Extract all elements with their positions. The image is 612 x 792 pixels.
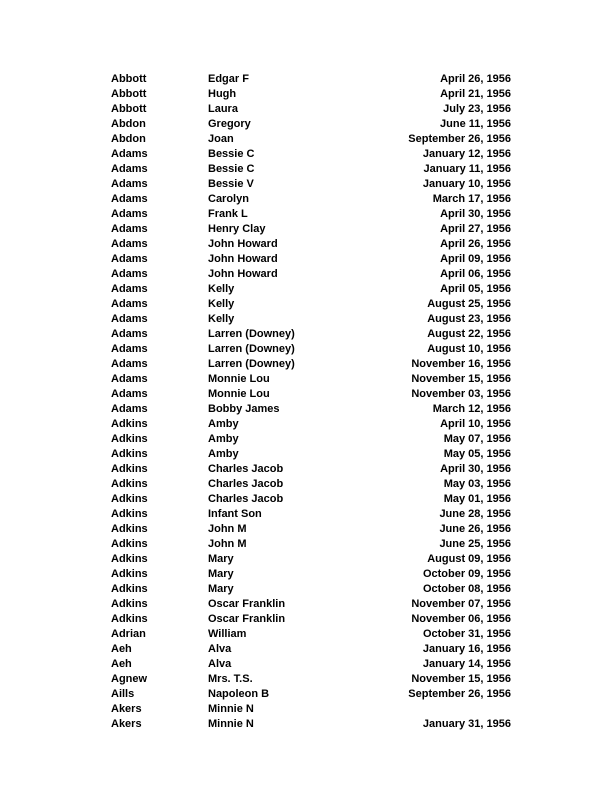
record-row <box>111 102 511 117</box>
record-date: June 11, 1956 <box>440 118 511 130</box>
record-row <box>111 702 511 717</box>
record-last-name: Aeh <box>111 643 132 655</box>
record-date: May 05, 1956 <box>443 448 511 460</box>
record-first-name: Kelly <box>208 313 235 325</box>
record-last-name: Adams <box>111 373 148 385</box>
record-first-name: Larren (Downey) <box>208 358 295 370</box>
record-first-name: Charles Jacob <box>208 463 284 475</box>
record-first-name: John M <box>208 538 247 550</box>
record-first-name: Amby <box>208 418 239 430</box>
record-date: May 01, 1956 <box>443 493 511 505</box>
record-row <box>111 147 511 162</box>
record-row <box>111 717 511 732</box>
record-last-name: Adams <box>111 328 148 340</box>
record-row <box>111 657 511 672</box>
record-row <box>111 267 511 282</box>
record-date: January 16, 1956 <box>422 643 511 655</box>
record-first-name: Oscar Franklin <box>208 613 286 625</box>
record-last-name: Adams <box>111 193 148 205</box>
record-last-name: Adams <box>111 283 148 295</box>
record-date: April 30, 1956 <box>440 208 511 220</box>
record-first-name: Amby <box>208 448 239 460</box>
record-last-name: Adkins <box>111 418 148 430</box>
record-first-name: Amby <box>208 433 239 445</box>
record-last-name: Agnew <box>111 673 148 685</box>
record-last-name: Akers <box>111 718 142 730</box>
record-date: April 26, 1956 <box>440 238 511 250</box>
record-first-name: Monnie Lou <box>208 373 270 385</box>
record-date: August 10, 1956 <box>427 343 511 355</box>
record-date: April 30, 1956 <box>440 463 511 475</box>
record-date: November 15, 1956 <box>411 373 511 385</box>
record-row <box>111 192 511 207</box>
record-last-name: Adkins <box>111 598 148 610</box>
record-last-name: Adkins <box>111 583 148 595</box>
record-first-name: Bessie V <box>208 178 254 190</box>
record-date: January 10, 1956 <box>422 178 511 190</box>
record-last-name: Adams <box>111 253 148 265</box>
record-first-name: Oscar Franklin <box>208 598 286 610</box>
record-row <box>111 237 511 252</box>
record-date: September 26, 1956 <box>408 133 511 145</box>
record-date: April 26, 1956 <box>440 73 511 85</box>
record-date: March 12, 1956 <box>432 403 511 415</box>
record-first-name: Mary <box>208 553 234 565</box>
record-row <box>111 552 511 567</box>
record-last-name: Adkins <box>111 433 148 445</box>
record-first-name: Laura <box>208 103 238 115</box>
record-first-name: Minnie N <box>208 718 254 730</box>
record-first-name: Frank L <box>208 208 248 220</box>
record-first-name: John Howard <box>208 268 278 280</box>
record-last-name: Adkins <box>111 493 148 505</box>
record-date: June 26, 1956 <box>439 523 511 535</box>
record-last-name: Adkins <box>111 538 148 550</box>
record-last-name: Adams <box>111 388 148 400</box>
record-last-name: Abbott <box>111 88 147 100</box>
record-row <box>111 432 511 447</box>
record-first-name: Charles Jacob <box>208 478 284 490</box>
record-row <box>111 582 511 597</box>
record-first-name: Bessie C <box>208 163 255 175</box>
record-date: October 09, 1956 <box>422 568 511 580</box>
record-last-name: Adams <box>111 148 148 160</box>
record-row <box>111 687 511 702</box>
record-row <box>111 447 511 462</box>
record-first-name: Larren (Downey) <box>208 328 295 340</box>
record-last-name: Adkins <box>111 463 148 475</box>
record-date: August 09, 1956 <box>427 553 511 565</box>
record-last-name: Adams <box>111 238 148 250</box>
record-date: August 25, 1956 <box>427 298 511 310</box>
record-row <box>111 387 511 402</box>
record-last-name: Abdon <box>111 118 146 130</box>
record-first-name: Mrs. T.S. <box>208 673 253 685</box>
record-date: November 16, 1956 <box>411 358 511 370</box>
record-last-name: Adams <box>111 223 148 235</box>
record-last-name: Abdon <box>111 133 146 145</box>
record-last-name: Adams <box>111 268 148 280</box>
record-first-name: Bobby James <box>208 403 280 415</box>
record-last-name: Adkins <box>111 523 148 535</box>
record-last-name: Abbott <box>111 73 147 85</box>
record-first-name: Bessie C <box>208 148 255 160</box>
record-date: January 14, 1956 <box>422 658 511 670</box>
record-row <box>111 507 511 522</box>
record-row <box>111 357 511 372</box>
record-date: April 10, 1956 <box>440 418 511 430</box>
record-row <box>111 282 511 297</box>
record-last-name: Adkins <box>111 508 148 520</box>
record-date: April 09, 1956 <box>440 253 511 265</box>
record-date: August 23, 1956 <box>427 313 511 325</box>
record-first-name: Hugh <box>208 88 237 100</box>
record-row <box>111 117 511 132</box>
record-date: January 11, 1956 <box>423 163 511 175</box>
record-last-name: Adams <box>111 208 148 220</box>
record-last-name: Aills <box>111 688 135 700</box>
record-date: April 06, 1956 <box>440 268 511 280</box>
record-last-name: Adkins <box>111 478 148 490</box>
record-last-name: Adams <box>111 403 148 415</box>
record-first-name: Mary <box>208 583 234 595</box>
record-row <box>111 162 511 177</box>
record-row <box>111 612 511 627</box>
record-row <box>111 297 511 312</box>
record-row <box>111 462 511 477</box>
record-date: June 25, 1956 <box>439 538 511 550</box>
record-date: March 17, 1956 <box>432 193 511 205</box>
record-last-name: Adkins <box>111 613 148 625</box>
record-row <box>111 567 511 582</box>
record-last-name: Adams <box>111 358 148 370</box>
record-date: October 08, 1956 <box>422 583 511 595</box>
record-first-name: Alva <box>208 658 232 670</box>
record-date: January 31, 1956 <box>422 718 511 730</box>
record-date: November 06, 1956 <box>411 613 511 625</box>
record-last-name: Adams <box>111 163 148 175</box>
record-date: August 22, 1956 <box>427 328 511 340</box>
record-first-name: Monnie Lou <box>208 388 270 400</box>
record-row <box>111 522 511 537</box>
record-row <box>111 327 511 342</box>
record-date: April 21, 1956 <box>440 88 511 100</box>
record-row <box>111 672 511 687</box>
record-first-name: Minnie N <box>208 703 254 715</box>
record-row <box>111 252 511 267</box>
record-first-name: Mary <box>208 568 234 580</box>
record-first-name: Henry Clay <box>208 223 266 235</box>
record-row <box>111 417 511 432</box>
record-row <box>111 87 511 102</box>
record-row <box>111 537 511 552</box>
record-date: July 23, 1956 <box>443 103 511 115</box>
record-row <box>111 477 511 492</box>
record-row <box>111 642 511 657</box>
record-row <box>111 627 511 642</box>
record-first-name: Larren (Downey) <box>208 343 295 355</box>
record-date: April 05, 1956 <box>440 283 511 295</box>
record-date: May 03, 1956 <box>443 478 511 490</box>
record-last-name: Adams <box>111 178 148 190</box>
record-first-name: Infant Son <box>208 508 262 520</box>
record-first-name: Charles Jacob <box>208 493 284 505</box>
record-row <box>111 132 511 147</box>
record-row <box>111 402 511 417</box>
record-first-name: Alva <box>208 643 232 655</box>
record-last-name: Adkins <box>111 448 148 460</box>
record-date: November 15, 1956 <box>411 673 511 685</box>
record-date: November 03, 1956 <box>411 388 511 400</box>
record-last-name: Abbott <box>111 103 147 115</box>
record-first-name: Kelly <box>208 298 235 310</box>
record-last-name: Aeh <box>111 658 132 670</box>
record-row <box>111 342 511 357</box>
record-last-name: Adkins <box>111 568 148 580</box>
record-row <box>111 72 511 87</box>
record-row <box>111 177 511 192</box>
record-first-name: William <box>208 628 247 640</box>
records-list <box>111 72 511 732</box>
record-row <box>111 597 511 612</box>
record-date: May 07, 1956 <box>443 433 511 445</box>
record-date: June 28, 1956 <box>439 508 511 520</box>
record-first-name: Napoleon B <box>208 688 270 700</box>
record-first-name: Joan <box>208 133 234 145</box>
record-last-name: Adams <box>111 313 148 325</box>
record-first-name: Gregory <box>208 118 251 130</box>
record-date: November 07, 1956 <box>411 598 511 610</box>
record-last-name: Adams <box>111 298 148 310</box>
record-date: September 26, 1956 <box>408 688 511 700</box>
record-last-name: Adams <box>111 343 148 355</box>
record-last-name: Akers <box>111 703 142 715</box>
record-row <box>111 492 511 507</box>
record-first-name: John M <box>208 523 247 535</box>
record-date: April 27, 1956 <box>440 223 511 235</box>
record-last-name: Adkins <box>111 553 148 565</box>
record-first-name: Edgar F <box>208 73 249 85</box>
record-first-name: John Howard <box>208 238 278 250</box>
record-date: October 31, 1956 <box>422 628 511 640</box>
record-first-name: Carolyn <box>208 193 249 205</box>
record-row <box>111 207 511 222</box>
record-row <box>111 312 511 327</box>
record-first-name: Kelly <box>208 283 235 295</box>
record-row <box>111 222 511 237</box>
record-last-name: Adrian <box>111 628 146 640</box>
record-date: January 12, 1956 <box>422 148 511 160</box>
record-first-name: John Howard <box>208 253 278 265</box>
record-row <box>111 372 511 387</box>
